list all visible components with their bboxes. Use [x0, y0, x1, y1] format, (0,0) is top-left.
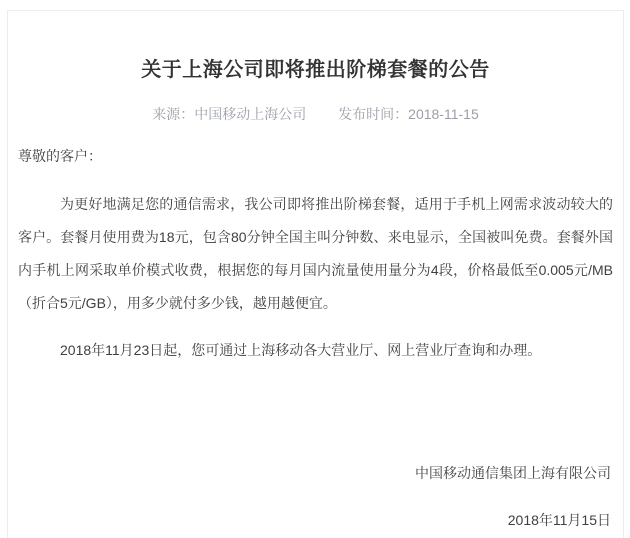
announcement-body	[18, 140, 613, 367]
sign-date: 2018年11月15日	[507, 512, 611, 528]
signature-block	[18, 457, 611, 537]
page-title: 关于上海公司即将推出阶梯套餐的公告	[141, 59, 490, 81]
body-paragraph-2: 2018年11月23日起，您可通过上海移动各大营业厅、网上营业厅查询和办理。	[60, 342, 542, 358]
salutation-text: 尊敬的客户：	[18, 148, 102, 164]
publish-time-label: 发布时间：2018-11-15	[338, 106, 479, 122]
announcement-card	[7, 10, 624, 538]
body-paragraph-1: 为更好地满足您的通信需求，我公司即将推出阶梯套餐，适用于手机上网需求波动较大的客户。套餐月使用费为18元，包含80分钟全国主叫分钟数、来电显示，全国被叫免费。套餐外国内手机上网采取单价模式收费，根据您的每月国内流量使用量分为4段，价格最低至0.005元/MB（折合5元/GB），用多少就付多少钱，越用越便宜。	[18, 196, 613, 311]
source-label: 来源：中国移动上海公司	[152, 106, 307, 122]
meta-line	[8, 104, 623, 124]
company-name: 中国移动通信集团上海有限公司	[415, 465, 611, 481]
